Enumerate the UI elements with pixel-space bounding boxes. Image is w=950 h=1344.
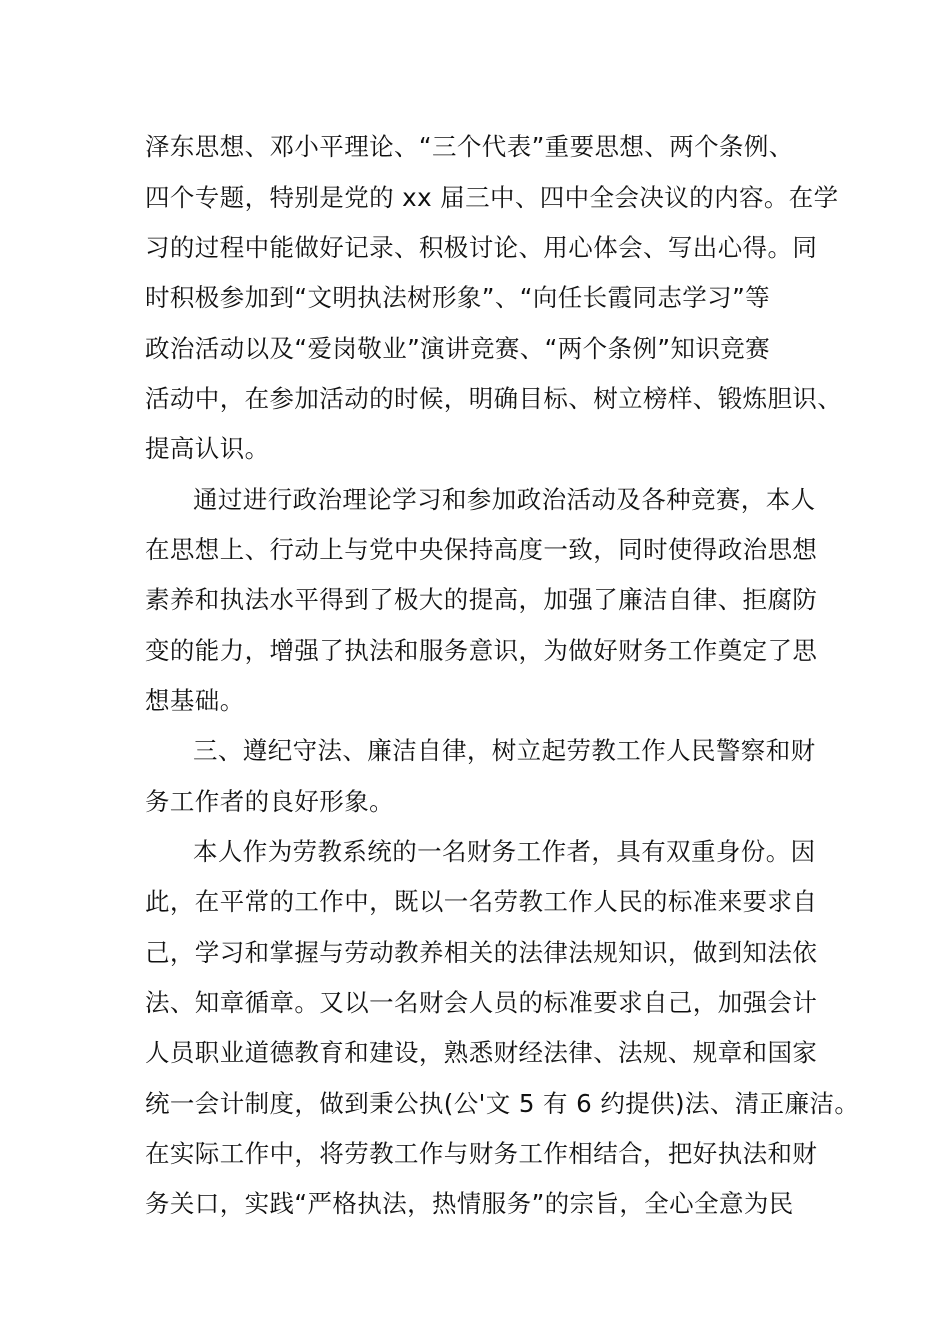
text-line: 法、知章循章。又以一名财会人员的标准要求自己，加强会计 <box>145 988 818 1017</box>
text-line: 想基础。 <box>145 686 245 715</box>
text-line: 四个专题，特别是党的 xx 届三中、四中全会决议的内容。在学 <box>145 183 839 212</box>
text-line: 时积极参加到“文明执法树形象”、“向任长霞同志学习”等 <box>145 283 771 312</box>
text-line: 习的过程中能做好记录、积极讨论、用心体会、写出心得。同 <box>145 233 818 262</box>
text-line: 在思想上、行动上与党中央保持高度一致，同时使得政治思想 <box>145 535 818 564</box>
text-line: 在实际工作中，将劳教工作与财务工作相结合，把好执法和财 <box>145 1139 818 1168</box>
text-line: 人员职业道德教育和建设，熟悉财经法律、法规、规章和国家 <box>145 1038 818 1067</box>
text-line: 泽东思想、邓小平理论、“三个代表”重要思想、两个条例、 <box>145 132 794 161</box>
text-line: 务关口，实践“严格执法，热情服务”的宗旨，全心全意为民 <box>145 1189 794 1218</box>
paragraph-first-line: 通过进行政治理论学习和参加政治活动及各种竞赛，本人 <box>193 485 816 514</box>
text-line: 政治活动以及“爱岗敬业”演讲竞赛、“两个条例”知识竞赛 <box>145 334 771 363</box>
text-line: 己，学习和掌握与劳动教养相关的法律法规知识，做到知法依 <box>145 938 818 967</box>
text-line: 素养和执法水平得到了极大的提高，加强了廉洁自律、拒腐防 <box>145 585 818 614</box>
text-line: 变的能力，增强了执法和服务意识，为做好财务工作奠定了思 <box>145 636 818 665</box>
text-line: 提高认识。 <box>145 434 270 463</box>
paragraph-first-line: 本人作为劳教系统的一名财务工作者，具有双重身份。因 <box>193 837 816 866</box>
text-line: 务工作者的良好形象。 <box>145 787 394 816</box>
text-line: 活动中，在参加活动的时候，明确目标、树立榜样、锻炼胆识、 <box>145 384 843 413</box>
text-line: 统一会计制度，做到秉公执(公'文 5 有 6 约提供)法、清正廉洁。 <box>145 1089 860 1118</box>
section-heading: 三、遵纪守法、廉洁自律，树立起劳教工作人民警察和财 <box>193 736 816 765</box>
text-line: 此，在平常的工作中，既以一名劳教工作人民的标准来要求自 <box>145 887 818 916</box>
